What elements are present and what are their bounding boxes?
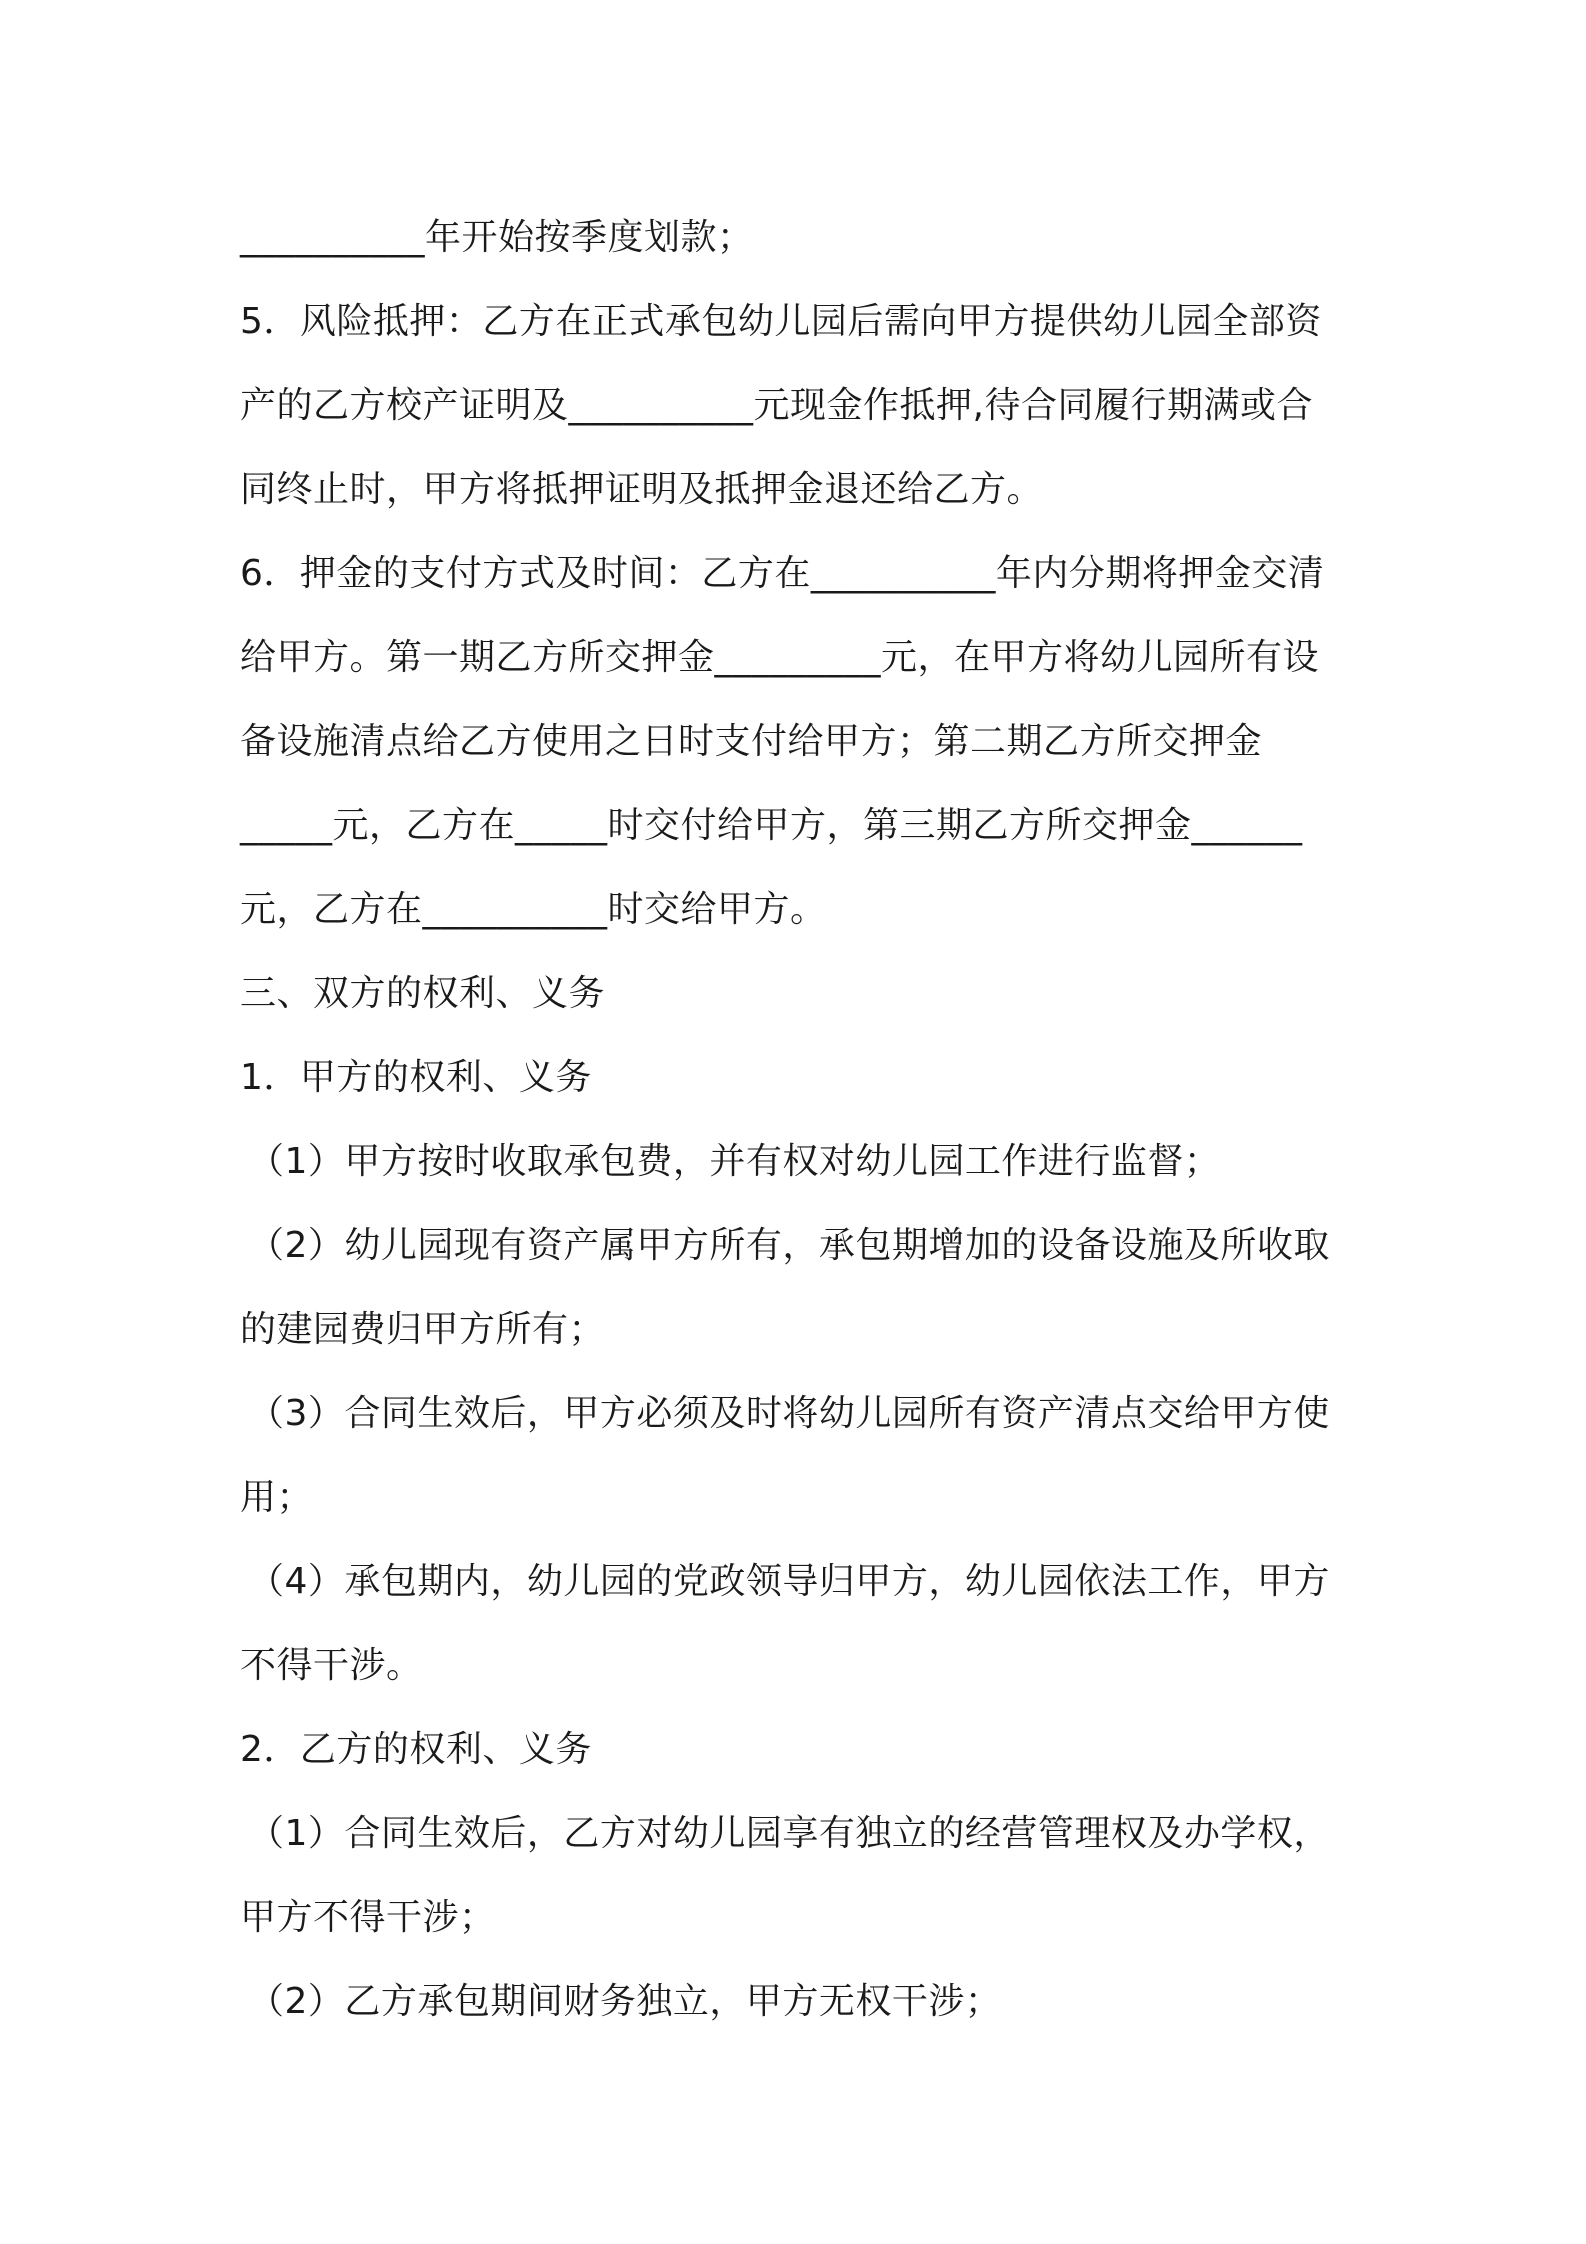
- text-line: 给甲方。第一期乙方所交押金_________元，在甲方将幼儿园所有设: [240, 637, 1320, 678]
- subsection-heading: 2．乙方的权利、义务: [240, 1729, 592, 1770]
- list-item: （3）合同生效后，甲方必须及时将幼儿园所有资产清点交给甲方使: [248, 1393, 1330, 1434]
- list-item: （2）乙方承包期间财务独立，甲方无权干涉；: [248, 1981, 1002, 2022]
- text-line: _____元，乙方在_____时交付给甲方，第三期乙方所交押金______: [240, 805, 1303, 846]
- list-item: （2）幼儿园现有资产属甲方所有，承包期增加的设备设施及所收取: [248, 1225, 1330, 1266]
- text-line: 同终止时，甲方将抵押证明及抵押金退还给乙方。: [240, 469, 1044, 510]
- contract-body-text: [240, 196, 1360, 2044]
- subsection-heading: 1．甲方的权利、义务: [240, 1057, 592, 1098]
- text-line: 不得干涉。: [240, 1645, 423, 1686]
- text-line: 产的乙方校产证明及__________元现金作抵押,待合同履行期满或合: [240, 385, 1313, 426]
- section-heading: 三、双方的权利、义务: [240, 973, 606, 1014]
- list-item: （4）承包期内，幼儿园的党政领导归甲方，幼儿园依法工作，甲方: [248, 1561, 1330, 1602]
- text-line: 甲方不得干涉；: [240, 1897, 496, 1938]
- text-line: 6．押金的支付方式及时间：乙方在__________年内分期将押金交清: [240, 553, 1325, 594]
- text-line: 备设施清点给乙方使用之日时支付给甲方；第二期乙方所交押金: [240, 721, 1263, 762]
- text-line: 元，乙方在__________时交给甲方。: [240, 889, 827, 930]
- list-item: （1）甲方按时收取承包费，并有权对幼儿园工作进行监督；: [248, 1141, 1221, 1182]
- text-line: 5．风险抵押：乙方在正式承包幼儿园后需向甲方提供幼儿园全部资: [240, 301, 1322, 342]
- text-line: __________年开始按季度划款；: [240, 217, 754, 258]
- text-line: 用；: [240, 1477, 314, 1518]
- list-item: （1）合同生效后，乙方对幼儿园享有独立的经营管理权及办学权，: [248, 1813, 1330, 1854]
- text-line: 的建园费归甲方所有；: [240, 1309, 606, 1350]
